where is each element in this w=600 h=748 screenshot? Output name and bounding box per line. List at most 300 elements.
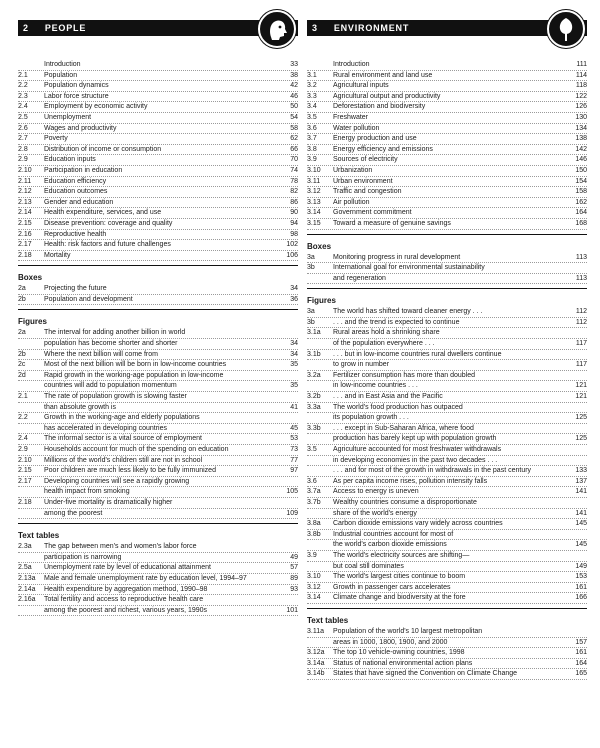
toc-row [307,60,587,71]
toc-row [18,102,298,113]
entry-page: 118 [575,82,587,90]
contents-list [18,60,298,616]
toc-row [307,638,587,649]
toc-row [307,540,587,551]
toc-row [18,498,298,509]
toc-row [18,574,298,585]
toc-row [307,456,587,467]
entry-page: 70 [290,156,298,164]
toc-row [18,198,298,209]
entry-title: Fertilizer consumption has more than doubled [333,371,476,379]
entry-page: 113 [575,274,587,282]
section-divider [307,608,587,609]
entry-page: 58 [290,124,298,132]
entry-title: Rural environment and land use [333,71,433,79]
entry-code: 2.1 [18,71,28,79]
entry-code [18,381,44,391]
entry-page: 45 [290,424,298,432]
toc-row [307,208,587,219]
entry-code: 3.5 [307,446,317,453]
entry-title: Labor force structure [44,92,109,100]
entry-page: 94 [290,219,298,227]
entry-page: 36 [290,295,298,303]
entry-code: 2.8 [18,145,28,153]
entry-page: 62 [290,135,298,143]
entry-title: Energy production and use [333,135,417,143]
entry-title: Households account for much of the spending on education [44,446,229,453]
chapter-number: 3 [312,23,318,33]
toc-row [18,71,298,82]
entry-page: 57 [290,564,298,572]
entry-page: 98 [290,230,298,238]
entry-title: The informal sector is a vital source of employment [44,435,202,443]
toc-row [307,593,587,604]
entry-page: 149 [575,562,587,570]
entry-title: . . . and the trend is expected to continue [333,318,460,326]
entry-code: 2a [18,285,26,293]
entry-code: 3b [307,264,315,272]
entry-code [307,339,333,349]
toc-row [18,219,298,230]
entry-code: 2.7 [18,135,28,143]
entry-code: 2c [18,361,26,369]
entry-title: Participation in education [44,166,123,174]
entry-page: 137 [575,477,587,485]
entry-title: Access to energy is uneven [333,488,419,496]
entry-page: 53 [290,435,298,443]
entry-code [18,606,44,616]
entry-page: 164 [575,659,587,667]
entry-code: 3.3b [307,424,321,432]
entry-code: 3.3a [307,403,321,411]
entry-code: 2.13 [18,198,32,206]
section-divider [18,309,298,310]
entry-page [565,350,587,360]
tree-icon [547,10,585,48]
entry-title: Distribution of income or consumption [44,145,162,153]
toc-row [307,562,587,573]
toc-row [18,563,298,574]
entry-code: 3.1b [307,350,321,358]
toc-row [18,381,298,392]
toc-row [18,240,298,251]
entry-code: 2.9 [18,446,28,453]
toc-row [18,553,298,564]
person-head-icon [258,10,296,48]
entry-title: Agricultural output and productivity [333,92,441,100]
entry-code: 2.13a [18,574,36,582]
entry-title: population has become shorter and shorter [44,340,178,348]
entry-title: Growth in passenger cars accelerates [333,583,451,591]
entry-title: Wages and productivity [44,124,117,132]
toc-row [307,113,587,124]
toc-row [307,648,587,659]
toc-row [307,253,587,264]
toc-row [18,251,298,262]
entry-code [307,638,333,648]
entry-page: 106 [286,251,298,259]
toc-row [307,102,587,113]
toc-row [18,339,298,350]
entry-title: Poor children are much less likely to be fully immunized [44,467,216,475]
entry-title: of the population everywhere . . . [333,340,435,348]
entry-page: 42 [290,82,298,90]
toc-row [18,371,298,382]
toc-row [18,134,298,145]
entry-title: Traffic and congestion [333,188,402,196]
entry-title: Agricultural inputs [333,82,389,90]
entry-title: . . . but in low-income countries rural dwellers continue [333,350,502,358]
toc-row [307,166,587,177]
entry-page: 101 [286,606,298,614]
entry-page [276,542,298,552]
entry-title: among the poorest [44,509,103,517]
entry-page [565,456,587,466]
entry-page [276,477,298,487]
entry-code [307,562,333,572]
entry-page [276,498,298,508]
entry-code: 3.14 [307,209,321,217]
contents-list [307,60,587,680]
section-title: Boxes [307,241,332,251]
entry-page: 93 [290,585,298,593]
entry-page: 164 [575,209,587,217]
entry-code: 2.5 [18,113,28,121]
entry-page: 49 [290,553,298,561]
entry-page: 141 [575,509,587,517]
entry-page: 41 [290,403,298,411]
toc-row [18,187,298,198]
toc-row [307,551,587,562]
entry-title: Under-five mortality is dramatically higher [44,498,173,506]
entry-code: 3.5 [307,113,317,121]
entry-title: to grow in number [333,361,390,369]
toc-row [307,307,587,318]
entry-code: 3.2b [307,393,321,401]
entry-page: 141 [575,488,587,496]
entry-code [307,60,333,70]
toc-row [307,669,587,680]
entry-title: Millions of the world's children still are not in school [44,456,203,464]
entry-code: 2.2 [18,82,28,90]
entry-page [565,627,587,637]
section-title: Text tables [18,531,60,541]
entry-code: 2.15 [18,467,32,475]
entry-code: 3a [307,253,315,261]
entry-title: The world's electricity sources are shifting— [333,551,470,559]
entry-page [565,530,587,540]
entry-page: 157 [575,638,587,646]
entry-page: 34 [290,340,298,348]
entry-title: Education outcomes [44,188,108,196]
entry-title: Introduction [333,61,370,68]
toc-row [18,595,298,606]
toc-row [307,445,587,456]
toc-row [307,381,587,392]
entry-code: 3.11a [307,627,324,635]
entry-page: 121 [575,393,587,401]
entry-page: 78 [290,177,298,185]
entry-title: Status of national environmental action plans [333,659,473,667]
entry-code: 2.3a [18,543,32,551]
entry-code: 2.16 [18,230,32,238]
entry-title: . . . except in Sub-Saharan Africa, where food [333,424,474,432]
entry-code [307,360,333,370]
entry-code: 3b [307,318,315,326]
entry-code: 3.15 [307,219,321,227]
entry-title: Education efficiency [44,177,107,185]
entry-code: 2.10 [18,166,32,174]
entry-title: Deforestation and biodiversity [333,103,426,111]
entry-title: Rapid growth in the working-age population in low-income [44,371,224,379]
entry-code: 3a [307,308,315,316]
entry-page: 125 [575,414,587,422]
toc-row [307,434,587,445]
entry-code [307,434,333,444]
toc-row [307,177,587,188]
entry-title: share of the world's energy [333,509,417,517]
entry-code: 3.10 [307,573,321,581]
entry-code: 3.14a [307,659,325,667]
entry-title: Projecting the future [44,285,107,293]
entry-code: 3.12a [307,649,325,657]
entry-code: 2.3 [18,92,28,100]
toc-row [307,219,587,230]
entry-page: 121 [575,382,587,390]
entry-code: 2.12 [18,188,32,196]
entry-title: Growth in the working-age and elderly populations [44,414,200,422]
toc-row [18,466,298,477]
toc-row [307,498,587,509]
toc-row [307,187,587,198]
entry-title: The world has shifted toward cleaner energy . . . [333,308,483,316]
section-title: Boxes [18,273,43,283]
entry-code [307,509,333,519]
entry-code: 3.9 [307,156,317,164]
entry-title: Male and female unemployment rate by education level, 1994–97 [44,574,247,582]
entry-page: 66 [290,145,298,153]
entry-code: 3.13 [307,198,321,206]
toc-row [307,155,587,166]
toc-row [18,392,298,403]
toc-row [18,403,298,414]
entry-title: International goal for environmental sustainability [333,264,485,272]
entry-title: Employment by economic activity [44,103,148,111]
toc-row [307,371,587,382]
entry-page: 46 [290,92,298,100]
entry-page: 86 [290,198,298,206]
entry-page: 153 [575,573,587,581]
entry-page: 166 [575,594,587,602]
entry-page [565,551,587,561]
entry-title: Developing countries will see a rapidly growing [44,477,190,485]
entry-code: 3.6 [307,124,317,132]
section-divider [18,523,298,524]
entry-code: 3.14 [307,594,321,602]
entry-page: 112 [575,308,587,316]
entry-page: 34 [290,350,298,358]
toc-row [307,274,587,285]
entry-page: 138 [575,135,587,143]
section-divider [307,234,587,235]
entry-page: 54 [290,113,298,121]
toc-row [307,530,587,541]
toc-row [18,413,298,424]
section-title: Figures [307,296,336,306]
toc-row [18,328,298,339]
toc-row [307,134,587,145]
toc-row [18,424,298,435]
entry-page: 150 [575,166,587,174]
entry-code: 2.17 [18,477,32,485]
entry-title: Health expenditure, services, and use [44,209,162,217]
entry-page: 125 [575,435,587,443]
entry-page: 130 [575,113,587,121]
entry-code: 2.14 [18,209,32,217]
toc-row [18,155,298,166]
entry-page: 77 [290,456,298,464]
toc-row [307,466,587,477]
entry-title: Reproductive health [44,230,107,238]
entry-title: its population growth . . . [333,414,409,422]
entry-page [276,328,298,338]
entry-page: 33 [290,61,298,68]
entry-code: 3.6 [307,477,317,485]
section-title: Figures [18,317,47,327]
toc-row [18,92,298,103]
entry-code [18,553,44,563]
entry-page [565,328,587,338]
toc-row [18,606,298,617]
toc-row [18,456,298,467]
entry-code [18,509,44,519]
toc-row [18,145,298,156]
entry-code [18,487,44,497]
chapter-header [307,20,587,36]
entry-code: 3.2 [307,82,317,90]
toc-row [18,295,298,306]
entry-page: 89 [290,574,298,582]
entry-code: 2b [18,295,26,303]
entry-page: 158 [575,188,587,196]
toc-row [307,92,587,103]
chapter-title: ENVIRONMENT [333,23,410,33]
entry-title: Wealthy countries consume a disproportionate [333,498,477,506]
entry-title: Population and development [44,295,133,303]
entry-title: Freshwater [333,113,369,121]
entry-title: Gender and education [44,198,114,206]
entry-title: Poverty [44,135,68,143]
section-divider [18,265,298,266]
entry-title: Unemployment rate by level of educational attainment [44,564,211,572]
entry-page: 114 [575,71,587,79]
entry-page: 161 [575,583,587,591]
toc-row [307,403,587,414]
entry-title: . . . and in East Asia and the Pacific [333,393,443,401]
toc-row [18,487,298,498]
toc-row [18,81,298,92]
entry-code: 3.7b [307,498,321,506]
entry-title: The world's food production has outpaced [333,403,463,411]
toc-row [18,360,298,371]
entry-title: Monitoring progress in rural development [333,253,461,261]
entry-code: 2.4 [18,103,28,111]
toc-row [18,177,298,188]
entry-code: 3.1a [307,329,321,337]
entry-title: Agriculture accounted for most freshwater withdrawals [333,446,502,453]
toc-row [18,585,298,596]
entry-code: 2.14a [18,585,36,593]
entry-page: 168 [575,219,587,227]
entry-code: 2.9 [18,156,28,164]
entry-title: Energy efficiency and emissions [333,145,433,153]
entry-title: has accelerated in developing countries [44,424,167,432]
toc-row [18,208,298,219]
entry-code [307,540,333,550]
entry-code [18,424,44,434]
toc-row [307,318,587,329]
entry-title: Urban environment [333,177,393,185]
entry-page: 117 [575,340,587,348]
entry-code [18,339,44,349]
entry-page: 113 [575,253,587,261]
entry-page: 142 [575,145,587,153]
toc-row [307,572,587,583]
entry-title: The interval for adding another billion in world [44,329,186,337]
toc-row [307,627,587,638]
entry-title: among the poorest and richest, various years, 1990s [44,606,208,614]
entry-page: 90 [290,209,298,217]
entry-page: 38 [290,71,298,79]
toc-row [307,328,587,339]
toc-row [307,424,587,435]
entry-code: 3.12 [307,188,321,196]
entry-title: Sources of electricity [333,156,398,164]
entry-title: countries will add to population momentum [44,382,177,390]
entry-page: 161 [575,649,587,657]
entry-page: 112 [575,318,587,326]
entry-title: Toward a measure of genuine savings [333,219,451,227]
entry-title: production has barely kept up with population growth [333,435,497,443]
entry-code: 3.12 [307,583,321,591]
entry-page: 162 [575,198,587,206]
entry-code [18,403,44,413]
entry-code: 3.2a [307,371,321,379]
entry-page: 165 [575,670,587,678]
entry-title: the world's carbon dioxide emissions [333,541,447,549]
entry-code: 2.2 [18,414,28,422]
entry-title: in developing economies in the past two decades . . . [333,456,498,464]
entry-title: Introduction [44,61,81,68]
entry-title: health impact from smoking [44,488,130,496]
entry-title: participation is narrowing [44,553,122,561]
entry-page [565,403,587,413]
entry-code: 3.14b [307,670,325,678]
entry-title: Disease prevention: coverage and quality [44,219,173,227]
entry-title: Population of the world's 10 largest metropolitan [333,627,483,635]
entry-page [276,413,298,423]
entry-page: 126 [575,103,587,111]
toc-row [18,166,298,177]
entry-title: Rural areas hold a shrinking share [333,329,440,337]
entry-code [307,466,333,476]
entry-code [307,274,333,284]
entry-code: 3.11 [307,177,321,185]
toc-row [307,71,587,82]
chapter-header [18,20,298,36]
entry-title: . . . and for most of the growth in withdrawals in the past century [333,467,532,475]
entry-title: Urbanization [333,166,373,174]
